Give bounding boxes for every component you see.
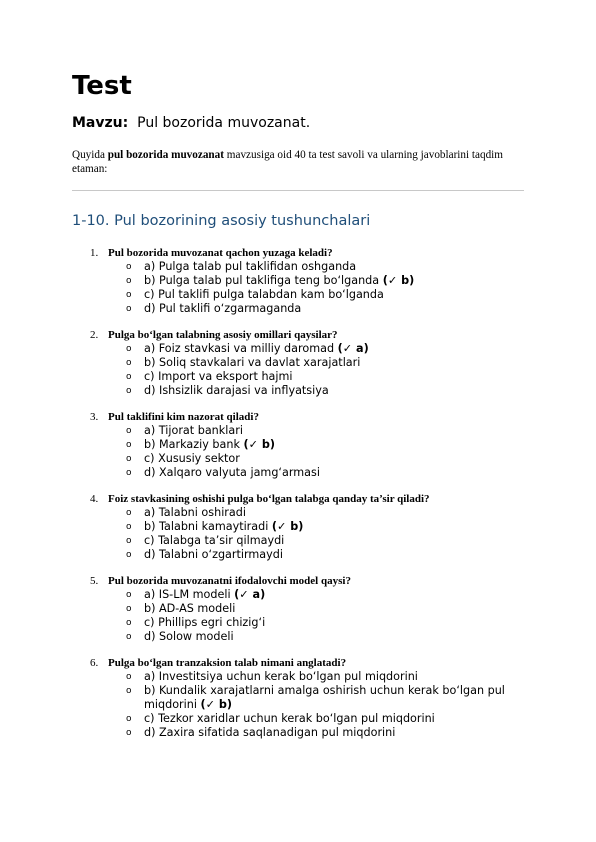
question-list — [72, 246, 524, 752]
circle-bullet-icon: o — [126, 686, 132, 696]
question-text: Pul bozorida muvozanatni ifodalovchi model qaysi? — [108, 575, 351, 587]
answer-option — [126, 616, 524, 630]
circle-bullet-icon: o — [126, 536, 132, 546]
question-text: Pul taklifini kim nazorat qiladi? — [108, 411, 259, 423]
circle-bullet-icon: o — [126, 386, 132, 396]
question-number: 4. — [90, 493, 99, 505]
answer-option — [126, 370, 524, 384]
answer-option — [126, 684, 524, 712]
question-number: 6. — [90, 657, 99, 669]
document-title: Test — [72, 71, 132, 101]
answer-option — [126, 466, 524, 480]
circle-bullet-icon: o — [126, 728, 132, 738]
answer-option — [126, 548, 524, 562]
question-number: 5. — [90, 575, 99, 587]
answer-option — [126, 274, 524, 288]
circle-bullet-icon: o — [126, 290, 132, 300]
circle-bullet-icon: o — [126, 262, 132, 272]
option-text: a) Tijorat banklari — [144, 424, 243, 437]
circle-bullet-icon: o — [126, 618, 132, 628]
option-text: b) AD-AS modeli — [144, 602, 236, 615]
question-item — [72, 328, 524, 398]
option-text: c) Xususiy sektor — [144, 452, 240, 465]
answer-option — [126, 588, 524, 602]
correct-answer-mark: (✓ b) — [200, 698, 233, 711]
option-list — [72, 670, 524, 740]
circle-bullet-icon: o — [126, 508, 132, 518]
circle-bullet-icon: o — [126, 604, 132, 614]
answer-option — [126, 260, 524, 274]
circle-bullet-icon: o — [126, 276, 132, 286]
answer-option — [126, 438, 524, 452]
circle-bullet-icon: o — [126, 454, 132, 464]
answer-option — [126, 452, 524, 466]
answer-option — [126, 534, 524, 548]
circle-bullet-icon: o — [126, 426, 132, 436]
intro-bold: pul bozorida muvozanat — [107, 149, 224, 161]
question-item — [72, 656, 524, 740]
circle-bullet-icon: o — [126, 304, 132, 314]
option-list — [72, 260, 524, 316]
option-text: c) Import va eksport hajmi — [144, 370, 293, 383]
option-text: b) Kundalik xarajatlarni amalga oshirish uchun kerak bo‘lgan pul miqdorini — [144, 684, 505, 711]
option-text: d) Xalqaro valyuta jamg‘armasi — [144, 466, 320, 479]
intro-paragraph — [72, 148, 524, 176]
option-list — [72, 342, 524, 398]
option-text: c) Talabga ta’sir qilmaydi — [144, 534, 285, 547]
option-text: d) Zaxira sifatida saqlanadigan pul miqdorini — [144, 726, 396, 739]
option-text: b) Markaziy bank — [144, 438, 240, 451]
horizontal-divider — [72, 190, 524, 191]
answer-option — [126, 288, 524, 302]
question-text: Pul bozorida muvozanat qachon yuzaga keladi? — [108, 247, 333, 259]
circle-bullet-icon: o — [126, 468, 132, 478]
question-item — [72, 410, 524, 480]
answer-option — [126, 520, 524, 534]
circle-bullet-icon: o — [126, 632, 132, 642]
question-number: 3. — [90, 411, 99, 423]
topic-value: Pul bozorida muvozanat. — [137, 115, 311, 131]
topic-label: Mavzu: — [72, 115, 129, 131]
answer-option — [126, 342, 524, 356]
answer-option — [126, 712, 524, 726]
correct-answer-mark: (✓ b) — [271, 520, 304, 533]
intro-pre: Quyida — [72, 149, 108, 161]
option-text: d) Pul taklifi o‘zgarmaganda — [144, 302, 302, 315]
section-heading: 1-10. Pul bozorining asosiy tushunchalari — [72, 213, 371, 229]
circle-bullet-icon: o — [126, 344, 132, 354]
option-text: d) Ishsizlik darajasi va inflyatsiya — [144, 384, 329, 397]
answer-option — [126, 602, 524, 616]
correct-answer-mark: (✓ a) — [337, 342, 369, 355]
option-text: d) Talabni o‘zgartirmaydi — [144, 548, 283, 561]
answer-option — [126, 670, 524, 684]
answer-option — [126, 302, 524, 316]
circle-bullet-icon: o — [126, 714, 132, 724]
answer-option — [126, 506, 524, 520]
option-list — [72, 506, 524, 562]
question-item — [72, 492, 524, 562]
answer-option — [126, 630, 524, 644]
answer-option — [126, 726, 524, 740]
intro-post: mavzusiga oid 40 ta test savoli va ularning javoblarini taqdim etaman: — [72, 149, 503, 175]
option-text: a) Investitsiya uchun kerak bo‘lgan pul miqdorini — [144, 670, 418, 683]
option-text: d) Solow modeli — [144, 630, 234, 643]
option-text: a) IS-LM modeli — [144, 588, 231, 601]
topic-line — [72, 114, 310, 132]
option-text: a) Pulga talab pul taklifidan oshganda — [144, 260, 357, 273]
circle-bullet-icon: o — [126, 358, 132, 368]
option-text: a) Foiz stavkasi va milliy daromad — [144, 342, 335, 355]
question-item — [72, 574, 524, 644]
circle-bullet-icon: o — [126, 440, 132, 450]
question-item — [72, 246, 524, 316]
option-text: c) Tezkor xaridlar uchun kerak bo‘lgan pul miqdorini — [144, 712, 435, 725]
option-list — [72, 588, 524, 644]
question-text: Pulga bo‘lgan tranzaksion talab nimani anglatadi? — [108, 657, 347, 669]
correct-answer-mark: (✓ a) — [234, 588, 266, 601]
correct-answer-mark: (✓ b) — [382, 274, 415, 287]
question-number: 1. — [90, 247, 99, 259]
circle-bullet-icon: o — [126, 550, 132, 560]
option-text: b) Talabni kamaytiradi — [144, 520, 269, 533]
answer-option — [126, 424, 524, 438]
option-text: c) Phillips egri chizig‘i — [144, 616, 266, 629]
option-text: b) Soliq stavkalari va davlat xarajatlari — [144, 356, 361, 369]
question-text: Foiz stavkasining oshishi pulga bo‘lgan talabga qanday ta’sir qiladi? — [108, 493, 430, 505]
circle-bullet-icon: o — [126, 672, 132, 682]
circle-bullet-icon: o — [126, 522, 132, 532]
correct-answer-mark: (✓ b) — [243, 438, 276, 451]
question-text: Pulga bo‘lgan talabning asosiy omillari qaysilar? — [108, 329, 338, 341]
answer-option — [126, 356, 524, 370]
circle-bullet-icon: o — [126, 590, 132, 600]
option-text: a) Talabni oshiradi — [144, 506, 246, 519]
circle-bullet-icon: o — [126, 372, 132, 382]
option-list — [72, 424, 524, 480]
answer-option — [126, 384, 524, 398]
option-text: c) Pul taklifi pulga talabdan kam bo‘lganda — [144, 288, 384, 301]
question-number: 2. — [90, 329, 99, 341]
option-text: b) Pulga talab pul taklifiga teng bo‘lganda — [144, 274, 380, 287]
